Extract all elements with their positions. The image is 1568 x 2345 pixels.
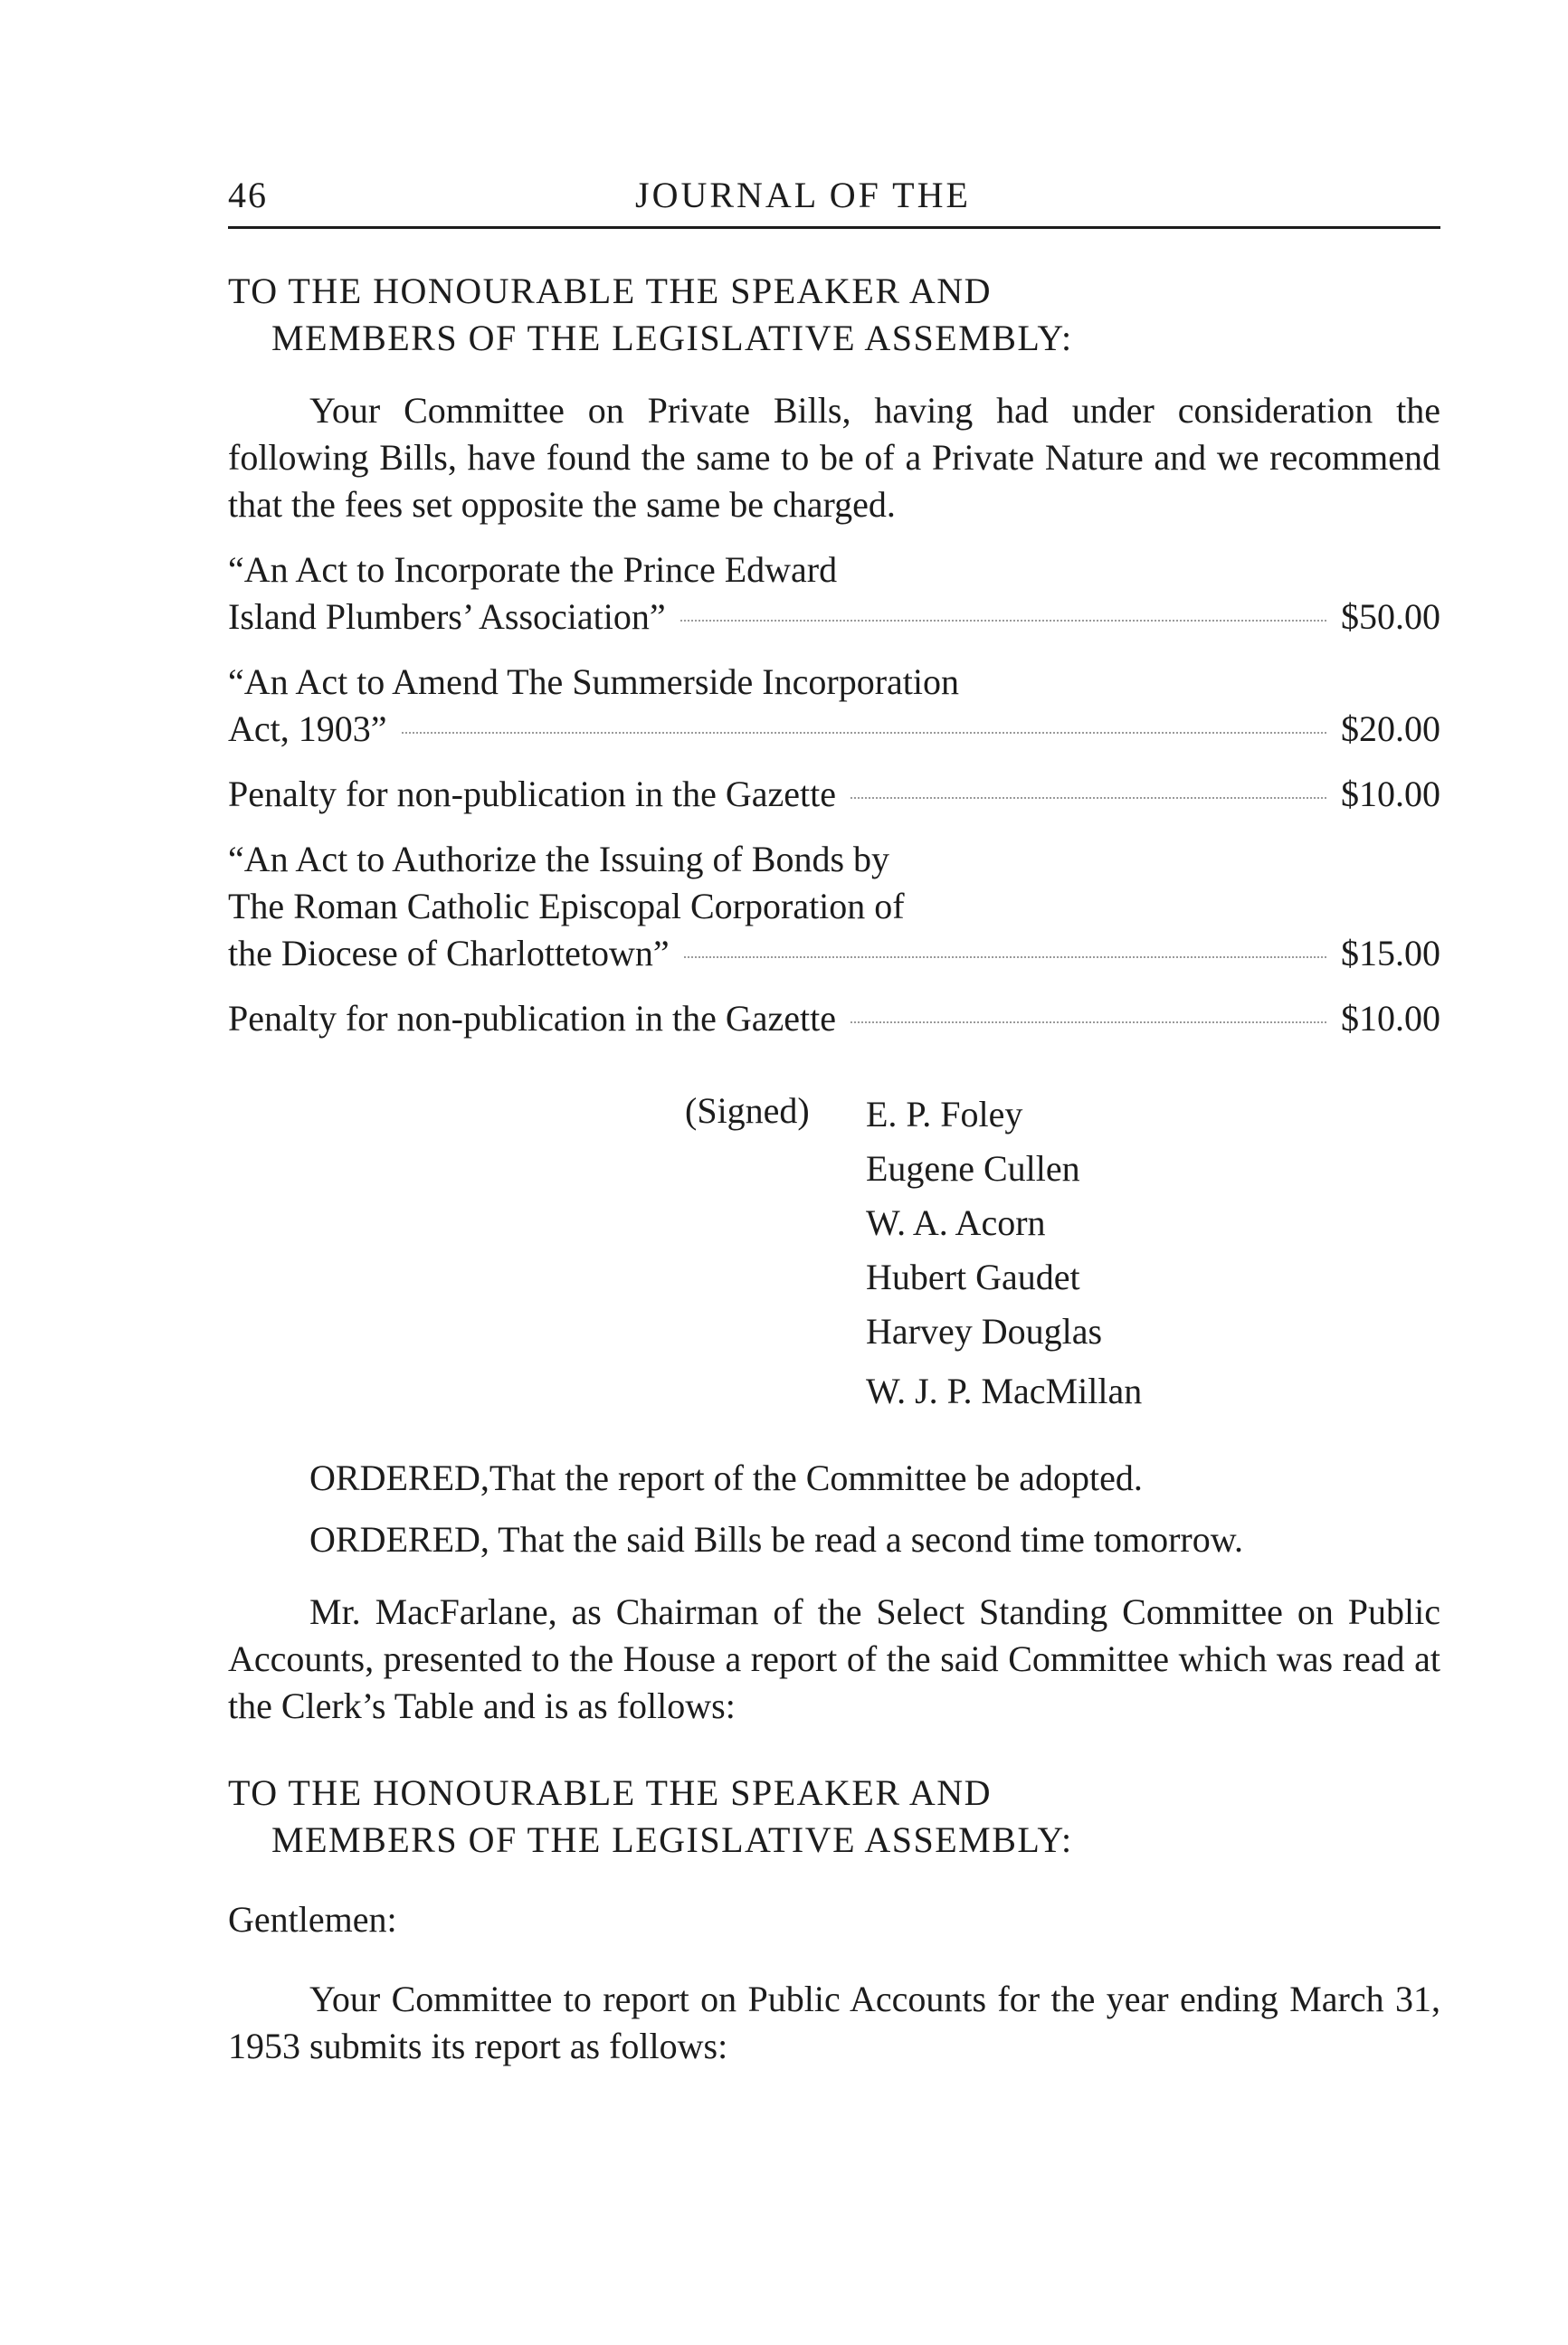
fee-item (228, 659, 1440, 753)
signer-name: W. J. P. MacMillan (866, 1371, 1143, 1411)
address-line-1: TO THE HONOURABLE THE SPEAKER AND (228, 1772, 992, 1813)
fee-row (228, 706, 1440, 753)
report-paragraph: Mr. MacFarlane, as Chairman of the Select Standing Committee on Public Accounts, presented to the House a report of the said Committee which was read at the Clerk’s Table and is as follows: (228, 1591, 1440, 1726)
signer-name: Hubert Gaudet (866, 1257, 1080, 1297)
fee-amount: $20.00 (1341, 708, 1440, 749)
dot-leader (851, 1021, 1326, 1023)
salutation: Gentlemen: (228, 1899, 397, 1940)
fee-label: Island Plumbers’ Association” (228, 596, 666, 637)
dot-leader (402, 732, 1326, 734)
bill-title-lead-2: The Roman Catholic Episcopal Corporation of (228, 886, 905, 926)
order-paragraph: ORDERED,That the report of the Committee be adopted. (309, 1457, 1143, 1498)
address-block-2 (228, 1770, 1440, 1864)
header-rule (228, 226, 1440, 229)
signatures-block (685, 1087, 1440, 1419)
journal-page (228, 172, 1440, 2070)
fee-amount: $50.00 (1341, 596, 1440, 637)
dot-leader (851, 797, 1326, 799)
address-line-2: MEMBERS OF THE LEGISLATIVE ASSEMBLY: (271, 1819, 1073, 1860)
signer-name: E. P. Foley (866, 1094, 1023, 1135)
closing-paragraph: Your Committee to report on Public Accounts for the year ending March 31, 1953 submits its report as follows: (228, 1979, 1440, 2066)
dot-leader (680, 620, 1326, 622)
dot-leader (684, 956, 1326, 958)
fee-row (228, 995, 1440, 1042)
fee-label: the Diocese of Charlottetown” (228, 933, 670, 973)
bill-title-lead: “An Act to Authorize the Issuing of Bonds by (228, 839, 890, 879)
fee-label: Act, 1903” (228, 708, 387, 749)
fee-amount: $10.00 (1341, 774, 1440, 814)
fee-label: Penalty for non-publication in the Gazette (228, 998, 837, 1039)
signed-label: (Signed) (685, 1090, 810, 1131)
fee-row (228, 593, 1440, 641)
signer-name: W. A. Acorn (866, 1202, 1046, 1243)
order-paragraph: ORDERED, That the said Bills be read a second time tomorrow. (309, 1519, 1244, 1560)
fee-amount: $10.00 (1341, 998, 1440, 1039)
bill-title-lead: “An Act to Amend The Summerside Incorporation (228, 661, 959, 702)
address-line-1: TO THE HONOURABLE THE SPEAKER AND (228, 271, 992, 311)
fee-row (228, 930, 1440, 977)
fee-row (228, 771, 1440, 818)
signer-list (866, 1087, 1440, 1419)
fee-item (228, 771, 1440, 818)
fee-item (228, 546, 1440, 641)
journal-title: JOURNAL OF THE (635, 175, 971, 215)
bill-title-lead: “An Act to Incorporate the Prince Edward (228, 549, 838, 590)
fee-item (228, 836, 1440, 977)
fee-item (228, 995, 1440, 1042)
fee-label: Penalty for non-publication in the Gazette (228, 774, 837, 814)
signer-name: Harvey Douglas (866, 1311, 1103, 1352)
page-number: 46 (228, 175, 268, 215)
address-line-2: MEMBERS OF THE LEGISLATIVE ASSEMBLY: (271, 318, 1073, 358)
committee-intro-paragraph: Your Committee on Private Bills, having had under consideration the following Bills, have found the same to be of a Private Nature and we recommend that the fees set opposite the same be charged. (228, 390, 1440, 525)
running-head (228, 172, 1440, 223)
signer-name: Eugene Cullen (866, 1148, 1080, 1189)
fee-amount: $15.00 (1341, 933, 1440, 973)
address-block-1 (228, 268, 1440, 362)
